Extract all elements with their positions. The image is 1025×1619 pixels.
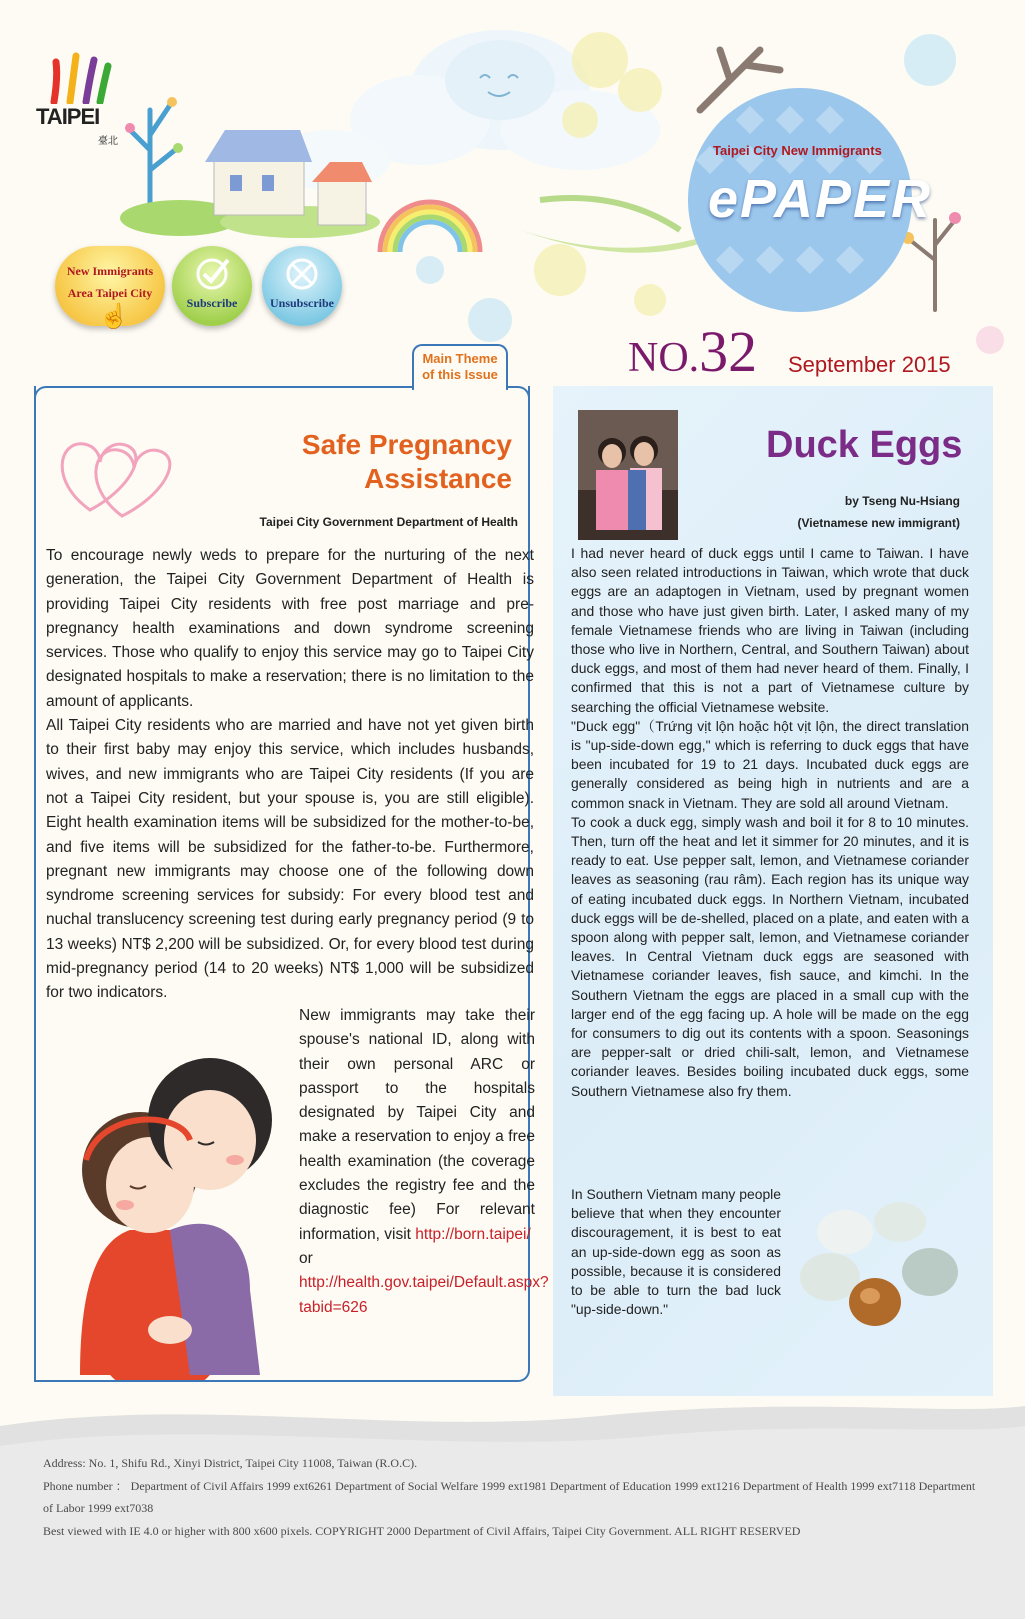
hearts-icon — [56, 420, 176, 530]
health-gov-link[interactable]: http://health.gov.taipei/Default.aspx?tabid=626 — [299, 1274, 549, 1316]
closing-text: New immigrants may take their spouse's national ID, along with their own personal ARC or passport to the hospitals designated by Taipei City and make a reservation to enjoy a free health examination (the coverage excludes the registry fee and the diagnostic fee) For relevant information, visit — [299, 1007, 535, 1243]
logo-sub-text: 臺北 — [98, 136, 118, 147]
left-article-body — [46, 544, 534, 1006]
epaper-subtitle: Taipei City New Immigrants — [713, 143, 882, 158]
right-article-body — [571, 544, 969, 1101]
unsubscribe-button[interactable] — [262, 246, 342, 326]
author-name: by Tseng Nu-Hsiang — [844, 494, 960, 508]
pregnant-couple-illustration — [60, 1040, 290, 1380]
area-label-line1: New Immigrants — [66, 264, 154, 278]
panel-border-top — [34, 386, 414, 398]
epaper-title: ePAPER — [708, 169, 933, 229]
check-icon — [190, 254, 234, 294]
taipei-logo[interactable] — [34, 52, 124, 147]
duck-eggs-photo — [790, 1182, 970, 1342]
new-immigrants-area-button[interactable] — [55, 246, 165, 330]
tab-line1: Main Theme — [422, 351, 498, 366]
right-article-title: Duck Eggs — [766, 424, 963, 466]
issue-number — [628, 319, 758, 388]
paragraph: To cook a duck egg, simply wash and boil it for 8 to 10 minutes. Then, turn off the heat and let it simmer for 20 minutes, and it is ready to eat. Use pepper salt, lemon, and Vietnamese coriander leaves as seasoning (rau râm). Each region has its unique way of eating incubated duck eggs. In Northern Vietnam, incubated duck eggs will be de-shelled, placed on a plate, and eaten with a spoon along with pepper salt, lemon, and Vietnamese coriander leaves. In Central Vietnam duck eggs are seasoned with Vietnamese coriander leaves, fish sauce, and kimchi. In the Southern Vietnam the eggs are placed in a small cup with the larger end of the egg facing up. A hole will be made on the egg for consumers to dig out its contents with a spoon. Seasonings are pepper-salt or dried chili-salt, lemon, and Vietnamese coriander leaves. Besides boiling incubated duck eggs, some Southern Vietnamese also fry them. — [571, 813, 969, 1099]
footer — [43, 1452, 983, 1542]
footer-copyright: Best viewed with IE 4.0 or higher with 800 x600 pixels. COPYRIGHT 2000 Department of Civil Affairs, Taipei City Government. ALL RIGHT RESERVED — [43, 1523, 801, 1538]
or-text: or — [299, 1249, 313, 1267]
author-description: (Vietnamese new immigrant) — [797, 516, 960, 530]
tab-line2: of this Issue — [422, 367, 498, 382]
subscribe-button[interactable] — [172, 246, 252, 326]
close-icon — [280, 254, 324, 294]
issue-number-value: 32 — [699, 319, 758, 384]
paragraph: To encourage newly weds to prepare for the nurturing of the next generation, the Taipei City Government Department of Health is providing Taipei City residents with free post marriage and pre-pregnancy health examinations and down syndrome screening services. Those who qualify to enjoy this service may go to Taipei City designated hospitals to make a reservation; there is no limitation to the amount of applicants. — [46, 547, 534, 710]
unsubscribe-label: Unsubscribe — [269, 296, 334, 310]
right-article-author — [770, 490, 960, 534]
paragraph: I had never heard of duck eggs until I came to Taiwan. I have also seen related introductions in Taiwan, which wrote that duck eggs are an adaptogen in Vietnam, used by pregnant women and those who have just given birth. Later, I asked many of my female Vietnamese friends who are living in Taiwan (including those who live in Northern, Central, and Southern Taiwan) about duck eggs, and most of them had never heard of them. Finally, I confirmed that this is not a part of Vietnamese culture by searching the official Vietnamese website. — [571, 545, 969, 715]
born-taipei-link[interactable]: http://born.taipei/ — [415, 1225, 531, 1243]
hand-pointer-icon: ☝ — [99, 304, 129, 330]
paragraph: All Taipei City residents who are married and have not yet given birth to their first baby may enjoy this service, which includes husbands, wives, and new immigrants who are Taipei City residents (If you are not a Taipei City resident, but your spouse is, you are still eligible). Eight health examination items will be subsidized for the mother-to-be, and five items will be subsidized for the father-to-be. Furthermore, pregnant new immigrants may choose one of the following down syndrome screening services for subsidy: For every blood test and nuchal translucency screening test during early pregnancy period (9 to 13 weeks) NT$ 2,200 will be subsidized. Or, for every blood test during mid-pregnancy period (14 to 20 weeks) NT$ 1,000 will be subsidized for two indicators. — [46, 717, 534, 1002]
footer-phone: Phone number ： Department of Civil Affairs 1999 ext6261 Department of Social Welfare 1999 ext1981 Department of Education 1999 ext1216 Department of Health 1999 ext7118 Department of Labor 1999 ext7038 — [43, 1478, 976, 1515]
logo-text: TAIPEI — [36, 104, 100, 129]
footer-address: Address: No. 1, Shifu Rd., Xinyi District, Taipei City 11008, Taiwan (R.O.C). — [43, 1456, 418, 1470]
main-theme-tab — [412, 344, 508, 390]
area-label-line2: Area Taipei City — [67, 286, 153, 300]
author-photo — [578, 410, 678, 540]
subscribe-label: Subscribe — [186, 296, 238, 310]
taipei-logo-mark-icon — [44, 52, 124, 104]
issue-date: September 2015 — [788, 352, 951, 377]
left-article-author: Taipei City Government Department of Health — [259, 515, 518, 529]
left-article-title: Safe Pregnancy Assistance — [301, 429, 512, 494]
paragraph: "Duck egg"（Trứng vịt lộn hoặc hột vịt lộn, the direct translation is "up-side-down egg," which is referring to duck eggs that have been incubated for 19 to 21 days. Incubated duck eggs are generally considered as being high in nutrients and are a common snack in Vietnam. They are sold all around Vietnam. — [571, 717, 969, 811]
right-article-closing: In Southern Vietnam many people believe that when they encounter discouragement, it is best to eat an up-side-down egg as soon as possible, because it is considered to be able to turn the bad luck "up-side-down." — [571, 1186, 781, 1318]
left-article-closing — [299, 1004, 549, 1320]
issue-prefix: NO. — [628, 335, 700, 381]
